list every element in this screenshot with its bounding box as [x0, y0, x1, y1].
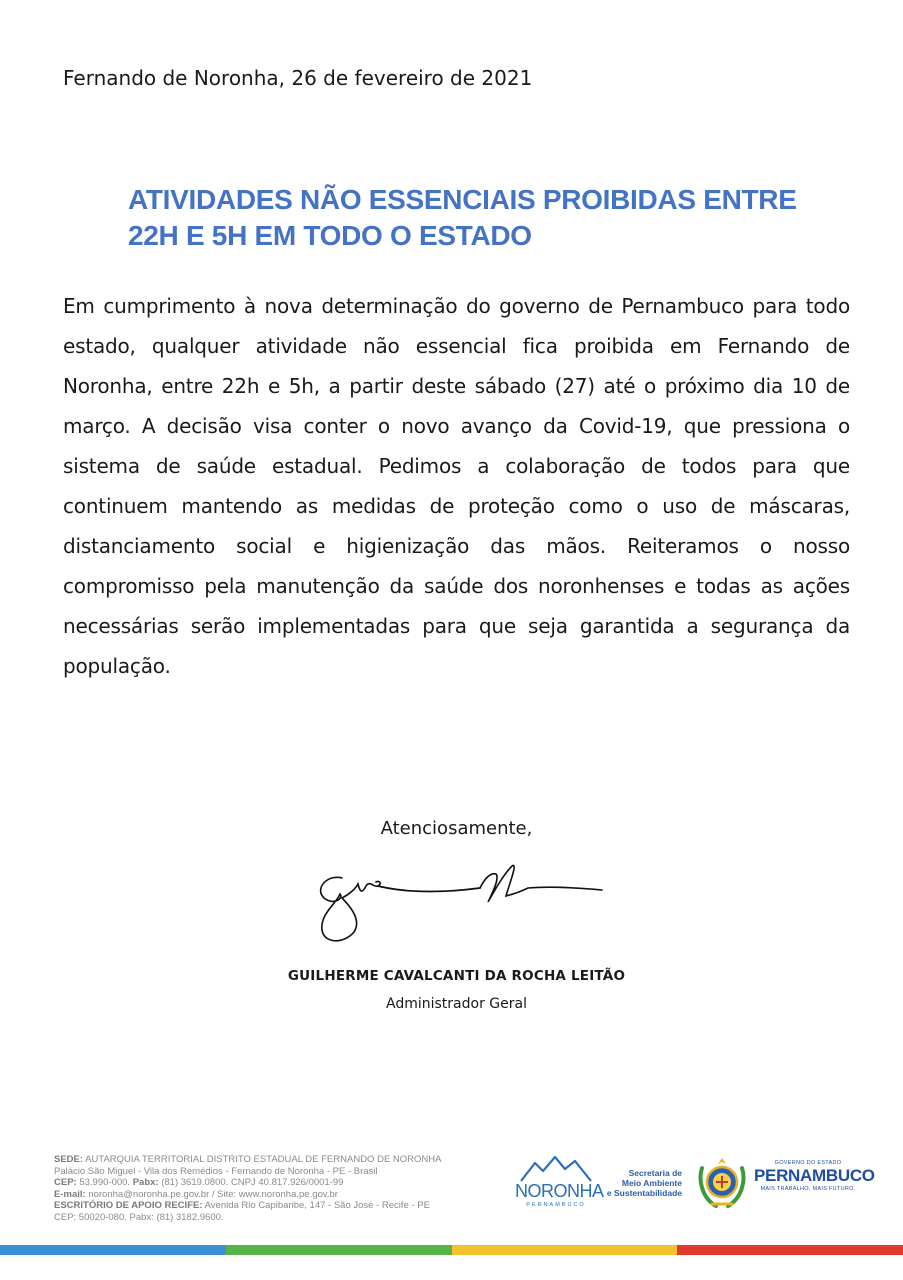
headline: ATIVIDADES NÃO ESSENCIAIS PROIBIDAS ENTRE 22H E 5H EM TODO O ESTADO [128, 184, 797, 251]
stripe-red [677, 1245, 903, 1255]
footer-line-address: Palácio São Miguel - Vila dos Remédios - Fernando de Noronha - PE - Brasil [54, 1165, 378, 1177]
pernambuco-coat-of-arms-icon [696, 1154, 748, 1210]
noronha-logo-sub: PERNAMBUCO [526, 1202, 586, 1208]
signature-icon [300, 858, 620, 958]
secretaria-line2: Meio Ambiente [621, 1178, 682, 1188]
footer-line-office-cep: CEP: 50020-080. Pabx: (81) 3182.9600. [54, 1211, 224, 1223]
footer-line-cep: CEP: 53.990-000. Pabx: (81) 3619.0800. CNPJ 40.817.926/0001-99 [54, 1177, 344, 1189]
pernambuco-logo [754, 1160, 875, 1192]
closing: Atenciosamente, [380, 818, 533, 839]
footer-line-email: E-mail: noronha@noronha.pe.gov.br / Site: www.noronha.pe.gov.br [54, 1188, 338, 1200]
noronha-logo [515, 1155, 604, 1211]
secretaria-line1: Secretaria de [628, 1168, 682, 1178]
color-stripe [0, 1245, 903, 1255]
stripe-blue [0, 1245, 226, 1255]
signer-name: GUILHERME CAVALCANTI DA ROCHA LEITÃO [287, 968, 626, 984]
stripe-green [226, 1245, 452, 1255]
secretaria-line3: e Sustentabilidade [606, 1188, 682, 1198]
stripe-yellow [452, 1245, 678, 1255]
pe-logo-main: PERNAMBUCO [754, 1166, 875, 1185]
footer-address [54, 1154, 499, 1224]
pe-logo-sub: MAIS TRABALHO, MAIS FUTURO. [760, 1186, 856, 1192]
pe-logo-top: GOVERNO DO ESTADO [774, 1160, 842, 1166]
secretaria-logo [606, 1168, 682, 1198]
signer-role: Administrador Geral [386, 996, 527, 1012]
date-line: Fernando de Noronha, 26 de fevereiro de 2021 [63, 66, 533, 90]
footer-line-sede: SEDE: AUTARQUIA TERRITORIAL DISTRITO ESTADUAL DE FERNANDO DE NORONHA [54, 1154, 442, 1165]
mountain-peaks-icon [515, 1155, 597, 1183]
body-paragraph: Em cumprimento à nova determinação do governo de Pernambuco para todo estado, qualquer atividade não essencial fica proibida em Fernando de Noronha, entre 22h e 5h, a partir deste sábado (27) até o próximo dia 10 de março. A decisão visa conter o novo avanço da Covid-19, que pressiona o sistema de saúde estadual. Pedimos a colaboração de todos para que continuem mantendo as medidas de proteção como o uso de máscaras, distanciamento social e higienização das mãos. Reiteramos o nosso compromisso pela manutenção da saúde dos noronhenses e todas as ações necessárias serão implementadas para que seja garantida a segurança da população. [63, 294, 850, 678]
noronha-logo-word: NORONHA [515, 1181, 604, 1201]
footer-line-office: ESCRITÓRIO DE APOIO RECIFE: Avenida Rio Capibaribe, 147 - São José - Recife - PE [54, 1200, 430, 1212]
